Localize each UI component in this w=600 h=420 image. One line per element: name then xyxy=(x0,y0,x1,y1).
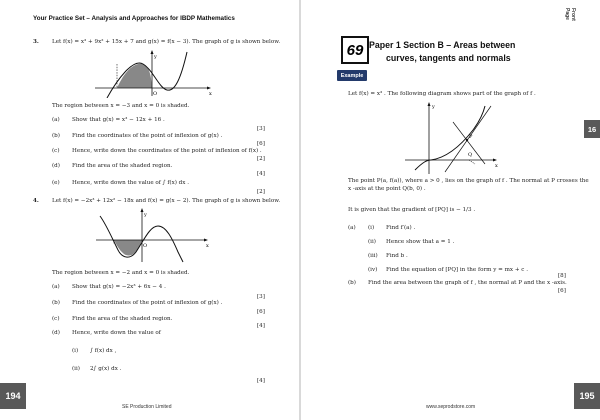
axis-label-origin: O xyxy=(153,91,158,97)
question-intro: Let f(x) = x³ + 9x² + 15x + 7 and g(x) = f(x − 3). The graph of g is shown below. xyxy=(52,39,281,45)
example-intro: Let f(x) = x³ . The following diagram shows part of the graph of f . xyxy=(348,91,536,97)
chapter-tab: 16 xyxy=(584,120,600,138)
part-label: (a) xyxy=(348,225,356,231)
side-label: Front Page xyxy=(564,8,576,21)
part-text: Hence, write down the value of xyxy=(72,330,161,336)
part-label: (c) xyxy=(52,148,60,154)
axis-label-x: x xyxy=(209,91,212,97)
subpart-label: (ii) xyxy=(368,239,376,245)
marks: [2] xyxy=(257,189,265,195)
footer-text: www.seprodstore.com xyxy=(426,404,476,410)
part-label: (c) xyxy=(52,316,60,322)
axis-label-x: x xyxy=(206,243,209,249)
part-text: Find the area between the graph of f , the normal at P and the x -axis. xyxy=(368,280,567,286)
marks: [6] xyxy=(257,141,265,147)
part-text: Find the area of the shaded region. xyxy=(72,316,173,322)
q3-graph xyxy=(95,50,215,98)
footer-text: SE Production Limited xyxy=(122,404,172,410)
part-text: Find the area of the shaded region. xyxy=(72,163,173,169)
curve-g xyxy=(100,216,183,262)
gradient-text: It is given that the gradient of [PQ] is − 1/3 . xyxy=(348,207,476,213)
page-title-line-2: curves, tangents and normals xyxy=(386,53,511,63)
tangent-line xyxy=(445,106,491,172)
axis-label-y: y xyxy=(154,54,157,60)
part-text: Hence, write down the coordinates of the point of inflexion of f(x) . xyxy=(72,148,262,154)
marks: [4] xyxy=(257,323,265,329)
axis-label-y: y xyxy=(432,104,435,110)
marks: [8] xyxy=(558,273,566,279)
part-text: Find the coordinates of the point of inflexion of g(x) . xyxy=(72,133,223,139)
question-intro: Let f(x) = −2x³ + 12x² − 18x and f(x) = g(x − 2). The graph of g is shown below. xyxy=(52,198,281,204)
page-number: 195 xyxy=(574,383,600,409)
point-label-q: Q xyxy=(468,152,473,158)
subpart-text: ∫ f(x) dx , xyxy=(90,348,117,354)
part-text: Find f′(a) . xyxy=(386,225,416,231)
region-text: The region between x = −2 and x = 0 is shaded. xyxy=(52,270,190,276)
question-number: 3. xyxy=(33,39,39,45)
part-text: Find the equation of [PQ] in the form y = mx + c . xyxy=(386,267,528,273)
part-text: Hence show that a = 1 . xyxy=(386,239,455,245)
marks: [6] xyxy=(257,309,265,315)
part-label: (a) xyxy=(52,284,60,290)
right-page xyxy=(301,0,600,420)
part-text: Find b . xyxy=(386,253,408,259)
axis-label-y: y xyxy=(144,212,147,218)
marks: [2] xyxy=(257,156,265,162)
page-number: 194 xyxy=(0,383,26,409)
page-title-line-1: Paper 1 Section B – Areas between xyxy=(369,40,516,50)
part-label: (b) xyxy=(52,133,60,139)
shaded-region xyxy=(114,240,142,255)
part-text: Show that g(x) = −2x³ + 6x − 4 . xyxy=(72,284,166,290)
marks: [4] xyxy=(257,171,265,177)
marks: [6] xyxy=(558,288,566,294)
axis-label-origin: O xyxy=(143,243,148,249)
part-label: (b) xyxy=(52,300,60,306)
marks: [4] xyxy=(257,378,265,384)
part-text: Find the coordinates of the point of inflexion of g(x) . xyxy=(72,300,223,306)
point-text-1: The point P(a, f(a)), where a > 0 , lies on the graph of f . The normal at P crosses the xyxy=(348,178,589,184)
region-text: The region between x = −3 and x = 0 is shaded. xyxy=(52,103,190,109)
example-label: Example xyxy=(337,70,367,81)
axis-label-x: x xyxy=(495,163,498,169)
subpart-label: (iii) xyxy=(368,253,378,259)
subpart-label: (ii) xyxy=(72,366,80,372)
part-text: Hence, write down the value of ∫ f(x) dx . xyxy=(72,180,189,186)
part-text: Show that g(x) = x³ − 12x + 16 . xyxy=(72,117,165,123)
part-label: (d) xyxy=(52,163,60,169)
point-text-2: x -axis at the point Q(b, 0) . xyxy=(348,186,426,192)
subpart-label: (i) xyxy=(368,225,375,231)
chapter-badge: 69 xyxy=(341,36,369,64)
example-graph xyxy=(401,100,501,175)
marks: [3] xyxy=(257,126,265,132)
left-page xyxy=(0,0,299,420)
marks: [3] xyxy=(257,294,265,300)
subpart-label: (iv) xyxy=(368,267,378,273)
subpart-text: 2∫ g(x) dx . xyxy=(90,366,122,372)
point-label-p: P xyxy=(469,134,473,140)
page-header: Your Practice Set – Analysis and Approaches for IBDP Mathematics xyxy=(33,15,235,22)
part-label: (d) xyxy=(52,330,60,336)
subpart-label: (i) xyxy=(72,348,79,354)
question-number: 4. xyxy=(33,198,39,204)
part-label: (e) xyxy=(52,180,60,186)
part-label: (a) xyxy=(52,117,60,123)
q4-graph xyxy=(92,208,212,264)
part-label: (b) xyxy=(348,280,356,286)
